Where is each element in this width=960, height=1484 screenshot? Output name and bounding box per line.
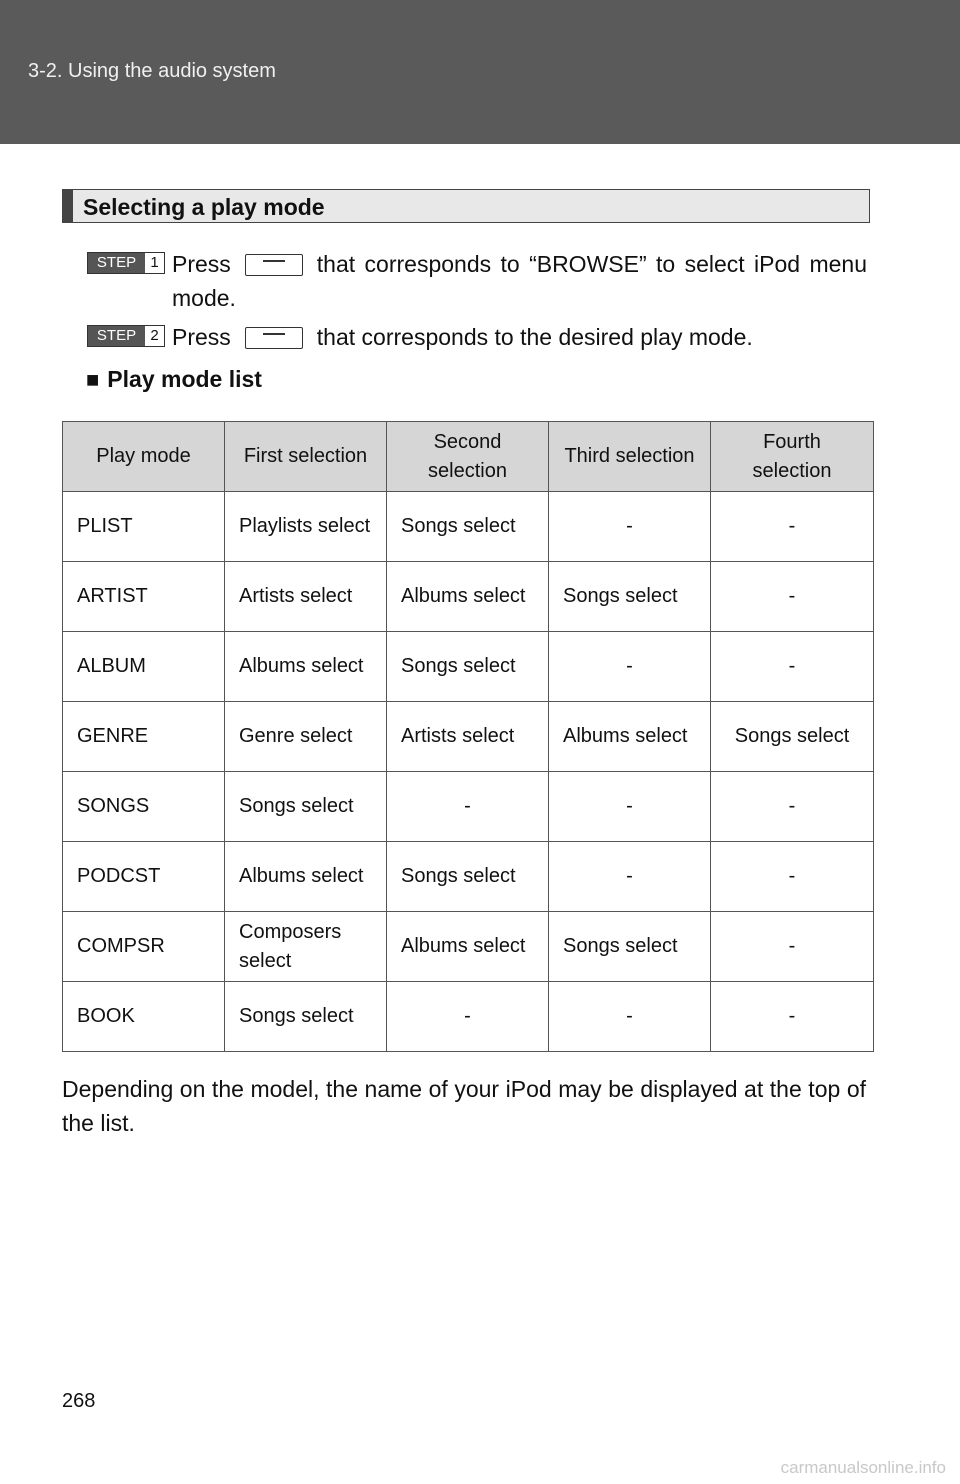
- table-cell: -: [387, 772, 549, 842]
- watermark: carmanualsonline.info: [780, 1458, 946, 1477]
- table-cell: PLIST: [63, 492, 225, 562]
- table-cell: Songs select: [387, 632, 549, 702]
- step-badge-label: STEP: [88, 253, 145, 273]
- table-cell: Playlists select: [225, 492, 387, 562]
- table-cell: -: [549, 632, 711, 702]
- table-cell: -: [549, 772, 711, 842]
- table-cell: Songs select: [549, 562, 711, 632]
- radio-button-icon: [245, 327, 303, 349]
- table-cell: -: [549, 982, 711, 1052]
- radio-button-icon: [245, 254, 303, 276]
- table-cell: Albums select: [225, 842, 387, 912]
- page-header: [0, 0, 960, 144]
- header-third-selection: Third selection: [549, 422, 711, 492]
- subheading: [86, 366, 262, 393]
- page-number: 268: [62, 1390, 96, 1412]
- step-1: [87, 247, 867, 315]
- step-1-badge: [87, 252, 165, 274]
- table-row: [63, 492, 874, 562]
- step-2-text-after: that corresponds to the desired play mode.: [316, 324, 753, 350]
- footnote-paragraph: Depending on the model, the name of your iPod may be displayed at the top of the list.: [62, 1076, 866, 1136]
- header-first-selection: First selection: [225, 422, 387, 492]
- table-cell: -: [549, 492, 711, 562]
- table-cell: Composers select: [225, 912, 387, 982]
- running-title: 3-2. Using the audio system: [28, 60, 276, 82]
- table-cell: Songs select: [225, 982, 387, 1052]
- table-cell: GENRE: [63, 702, 225, 772]
- step-badge-label: STEP: [88, 326, 145, 346]
- step-2-text: [172, 320, 867, 354]
- header-play-mode: Play mode: [63, 422, 225, 492]
- section-title: Selecting a play mode: [83, 194, 325, 220]
- step-1-text-after: that corresponds to “BROWSE” to select iPod menu mode.: [172, 251, 867, 311]
- subheading-title: Play mode list: [107, 366, 262, 392]
- step-1-text: [172, 247, 867, 315]
- table-cell: BOOK: [63, 982, 225, 1052]
- step-badge-number: 1: [145, 253, 164, 273]
- table-cell: -: [387, 982, 549, 1052]
- table-cell: Songs select: [711, 702, 874, 772]
- table-header-row: [63, 422, 874, 492]
- table-cell: Songs select: [549, 912, 711, 982]
- table-cell: Artists select: [225, 562, 387, 632]
- table-cell: Albums select: [549, 702, 711, 772]
- table-cell: SONGS: [63, 772, 225, 842]
- table-cell: Albums select: [225, 632, 387, 702]
- table-cell: -: [711, 562, 874, 632]
- table-cell: Albums select: [387, 562, 549, 632]
- table-cell: -: [711, 912, 874, 982]
- table-cell: Songs select: [225, 772, 387, 842]
- section-title-box: [62, 189, 870, 223]
- table-cell: -: [711, 492, 874, 562]
- table-cell: -: [549, 842, 711, 912]
- table-row: [63, 842, 874, 912]
- table-cell: -: [711, 982, 874, 1052]
- table-row: [63, 562, 874, 632]
- table-cell: Genre select: [225, 702, 387, 772]
- header-fourth-selection: Fourth selection: [711, 422, 874, 492]
- table-cell: -: [711, 632, 874, 702]
- table-cell: COMPSR: [63, 912, 225, 982]
- table-cell: ALBUM: [63, 632, 225, 702]
- step-1-text-before: Press: [172, 251, 231, 277]
- table-cell: Songs select: [387, 492, 549, 562]
- play-mode-table: [62, 421, 874, 1052]
- table-row: [63, 982, 874, 1052]
- step-2-text-before: Press: [172, 324, 231, 350]
- step-2: [87, 320, 867, 354]
- table-row: [63, 632, 874, 702]
- table-cell: Artists select: [387, 702, 549, 772]
- square-bullet-icon: ■: [86, 367, 100, 392]
- table-cell: ARTIST: [63, 562, 225, 632]
- table-cell: -: [711, 772, 874, 842]
- table-cell: Albums select: [387, 912, 549, 982]
- table-cell: -: [711, 842, 874, 912]
- table-row: [63, 772, 874, 842]
- section-title-bar: [63, 190, 73, 222]
- table-cell: PODCST: [63, 842, 225, 912]
- step-2-badge: [87, 325, 165, 347]
- table-cell: Songs select: [387, 842, 549, 912]
- header-second-selection: Second selection: [387, 422, 549, 492]
- table-row: [63, 702, 874, 772]
- table-row: [63, 912, 874, 982]
- step-badge-number: 2: [145, 326, 164, 346]
